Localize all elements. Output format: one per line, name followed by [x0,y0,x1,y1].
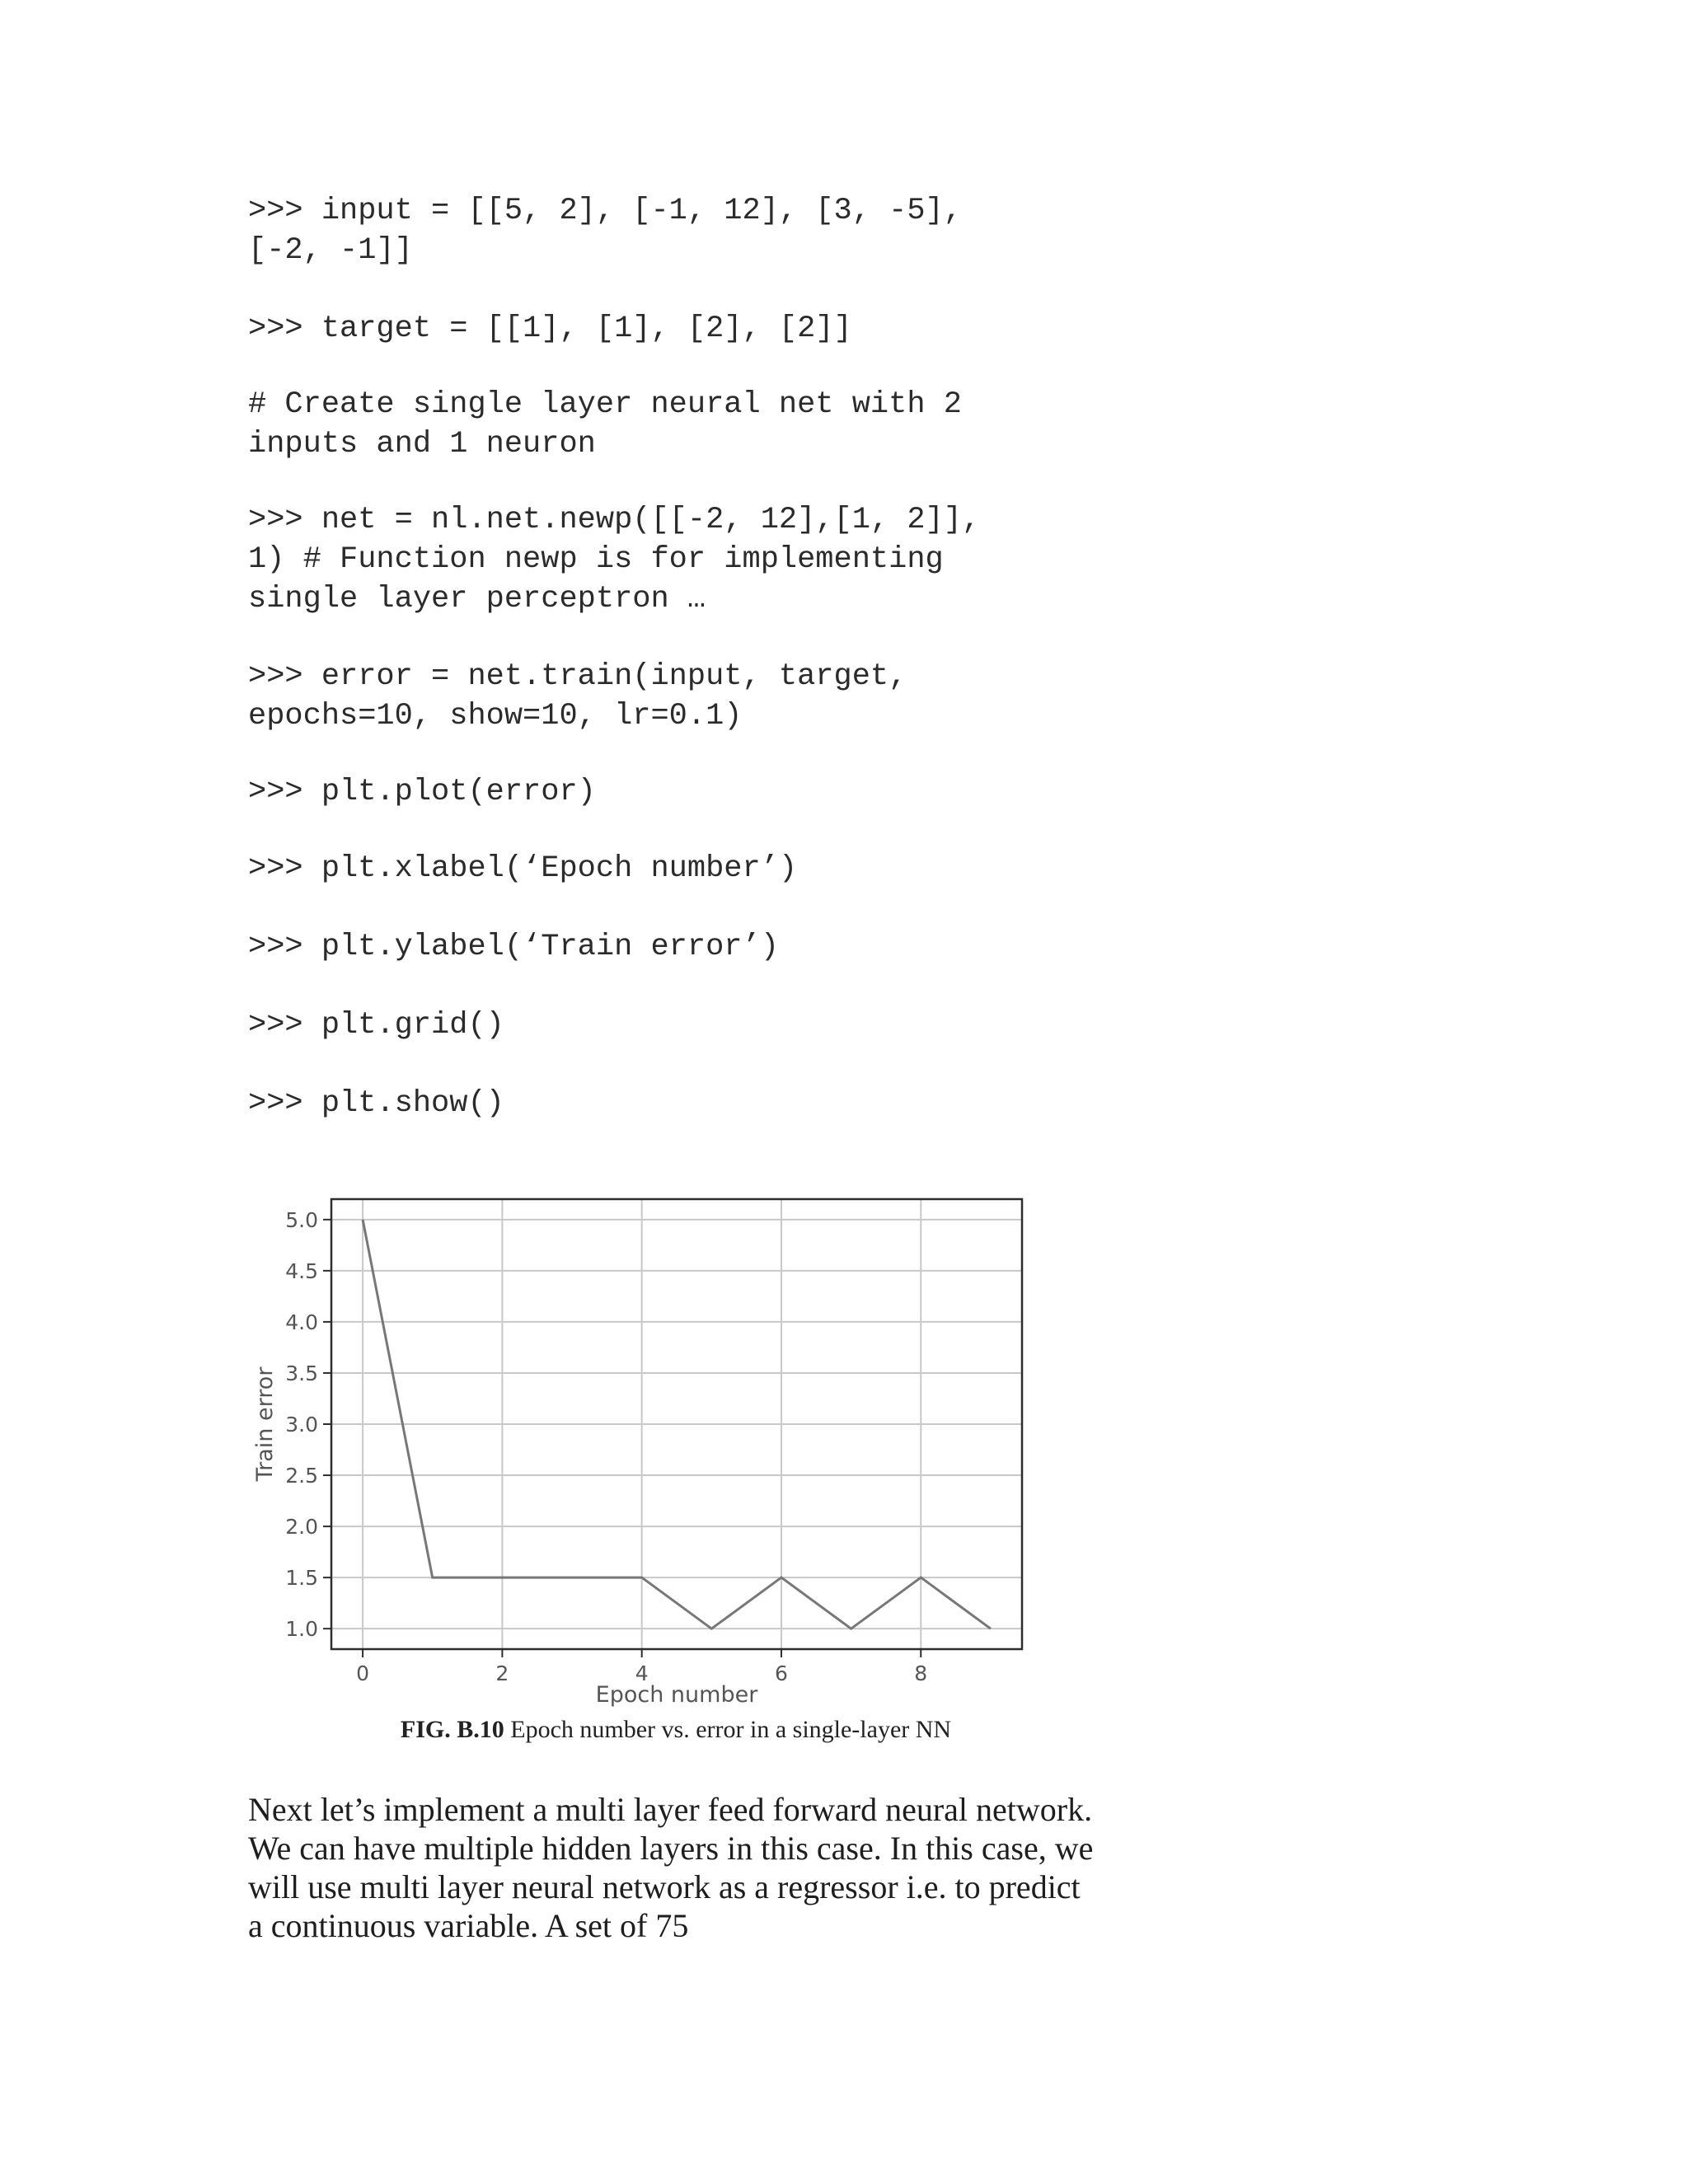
figure-caption-label: FIG. B.10 [400,1716,504,1743]
code-grid-line: >>> plt.grid() [248,1008,504,1043]
code-ylabel-line: >>> plt.ylabel(‘Train error’) [248,930,779,964]
code-train-line: >>> error = net.train(input, target, epochs=10, show=10, lr=0.1) [248,659,907,733]
y-tick-label: 5.0 [285,1207,318,1232]
x-tick-label: 6 [775,1661,788,1685]
x-tick-label: 8 [914,1661,928,1685]
chart-grid [331,1199,1022,1649]
y-axis-label: Train error [252,1366,278,1482]
code-comment-line: # Create single layer neural net with 2 inputs and 1 neuron [248,387,962,462]
x-axis-label: Epoch number [595,1682,758,1708]
y-tick-label: 1.5 [285,1566,318,1591]
figure-caption [0,1716,1352,1744]
code-show-line: >>> plt.show() [248,1086,504,1121]
body-paragraph: Next let’s implement a multi layer feed forward neural network. We can have multiple hidden layers in this case. In this case, we will use multi layer neural network as a regressor i.e. to predict a continuous variable. A set of 75 [248,1791,1094,1944]
code-net-line: >>> net = nl.net.newp([[-2, 12],[1, 2]], 1) # Function newp is for implementing single layer perceptron … [248,503,981,616]
figure-caption-text: Epoch number vs. error in a single-layer NN [504,1716,952,1743]
y-tick-label: 4.0 [285,1310,318,1334]
y-tick-label: 3.0 [285,1413,318,1436]
x-tick-label: 2 [495,1661,509,1685]
code-plot-line: >>> plt.plot(error) [248,775,596,809]
code-target-line: >>> target = [[1], [1], [2], [2]] [248,312,852,346]
y-tick-label: 3.5 [285,1361,318,1385]
x-tick-label: 4 [635,1661,649,1685]
x-tick-label: 0 [356,1661,370,1685]
code-input-line: >>> input = [[5, 2], [-1, 12], [3, -5], [-2, -1]] [248,194,962,268]
y-tick-label: 4.5 [285,1258,318,1283]
y-tick-label: 2.5 [285,1464,318,1488]
y-tick-label: 1.0 [285,1617,318,1642]
code-xlabel-line: >>> plt.xlabel(‘Epoch number’) [248,851,798,886]
y-tick-label: 2.0 [285,1515,318,1540]
train-error-chart [239,1166,1047,1718]
